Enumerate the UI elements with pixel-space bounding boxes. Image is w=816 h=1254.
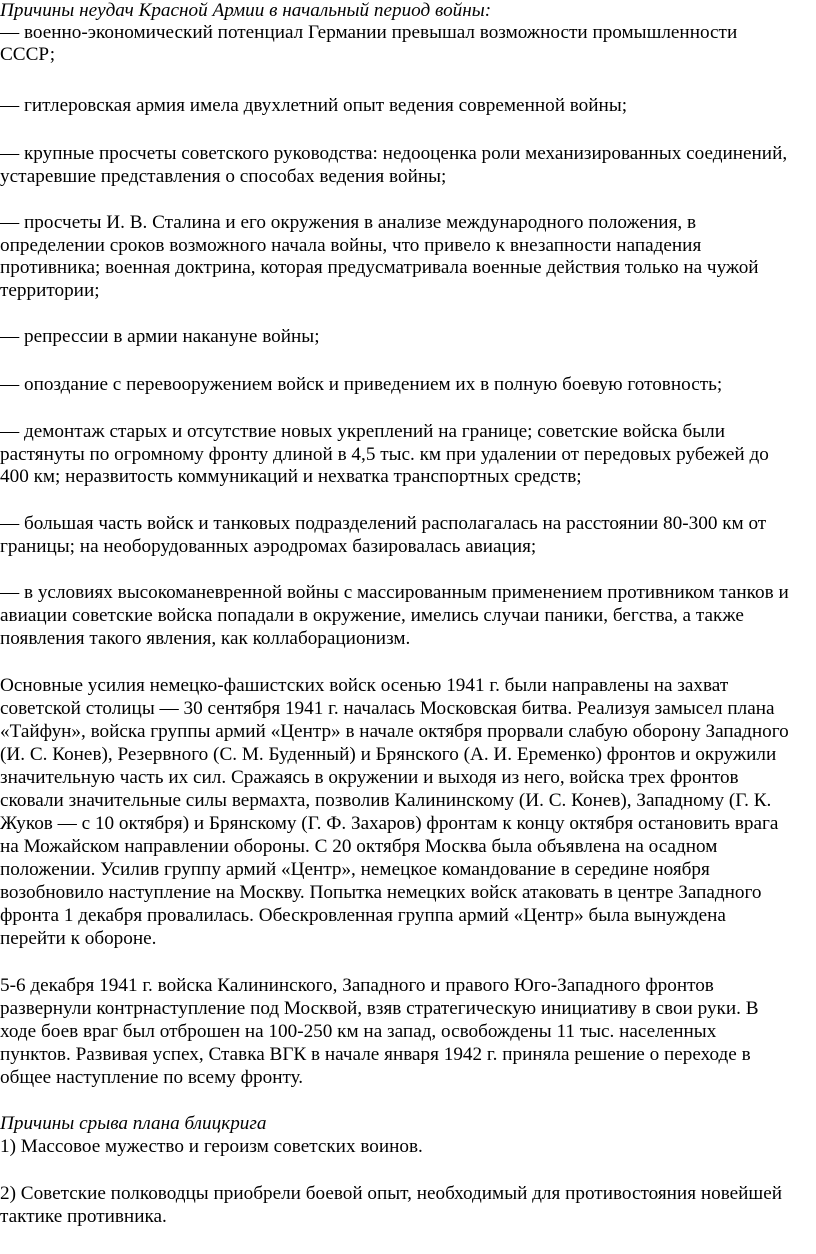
list-item-line: территории;	[0, 280, 100, 301]
list-item-line: — репрессии в армии накануне войны;	[0, 326, 320, 347]
section-heading-blitzkrieg: Причины срыва плана блицкрига	[0, 1113, 267, 1134]
paragraph-line: 5-6 декабря 1941 г. войска Калининского, Западного и правого Юго-Западного фронтов	[0, 975, 714, 996]
list-item-line: — крупные просчеты советского руководства: недооценка роли механизированных соединений,	[0, 143, 788, 164]
list-item-line: — гитлеровская армия имела двухлетний опыт ведения современной войны;	[0, 95, 628, 116]
paragraph-line: перейти к обороне.	[0, 928, 157, 949]
section-heading-failures: Причины неудач Красной Армии в начальный период войны:	[0, 0, 492, 21]
list-item-line: появления такого явления, как коллаборационизм.	[0, 628, 411, 649]
list-item-line: СССР;	[0, 44, 56, 65]
paragraph-line: пунктов. Развивая успех, Ставка ВГК в начале января 1942 г. приняла решение о переходе в	[0, 1044, 751, 1065]
paragraph-line: значительную часть их сил. Сражаясь в окружении и выходя из него, войска трех фронтов	[0, 767, 739, 788]
paragraph-line: на Можайском направлении обороны. С 20 октября Москва была объявлена на осадном	[0, 836, 718, 857]
paragraph-line: советской столицы — 30 сентября 1941 г. началась Московская битва. Реализуя замысел плана	[0, 698, 775, 719]
list-item-line: — демонтаж старых и отсутствие новых укреплений на границе; советские войска были	[0, 421, 725, 442]
list-item-line: растянуты по огромному фронту длиной в 4,5 тыс. км при удалении от передовых рубежей до	[0, 444, 769, 465]
paragraph-line: возобновило наступление на Москву. Попытка немецких войск атаковать в центре Западного	[0, 882, 762, 903]
list-item-line: — в условиях высокоманевренной войны с массированным применением противником танков и	[0, 582, 789, 603]
list-item-line: — просчеты И. В. Сталина и его окружения в анализе международного положения, в	[0, 212, 697, 233]
paragraph-line: Жуков — с 10 октября) и Брянскому (Г. Ф. Захаров) фронтам к концу октября остановить врага	[0, 813, 779, 834]
list-item-line: границы; на необорудованных аэродромах базировалась авиация;	[0, 536, 537, 557]
paragraph-line: общее наступление по всему фронту.	[0, 1067, 304, 1088]
paragraph-line: положении. Усилив группу армий «Центр», немецкое командование в середине ноября	[0, 859, 710, 880]
reason-item-line: тактике противника.	[0, 1206, 167, 1227]
list-item-line: авиации советские войска попадали в окружение, имелись случаи паники, бегства, а также	[0, 605, 744, 626]
paragraph-line: (И. С. Конев), Резервного (С. М. Буденный) и Брянского (А. И. Еременко) фронтов и окружили	[0, 744, 777, 765]
list-item-line: 400 км; неразвитость коммуникаций и нехватка транспортных средств;	[0, 466, 582, 487]
list-item-line: — большая часть войск и танковых подразделений располагалась на расстоянии 80-300 км от	[0, 513, 767, 534]
paragraph-line: развернули контрнаступление под Москвой, взяв стратегическую инициативу в свои руки. В	[0, 998, 759, 1019]
paragraph-line: ходе боев враг был отброшен на 100-250 км на запад, освобождены 11 тыс. населенных	[0, 1021, 717, 1042]
paragraph-line: фронта 1 декабря провалилась. Обескровленная группа армий «Центр» была вынуждена	[0, 905, 726, 926]
list-item-line: — опоздание с перевооружением войск и приведением их в полную боевую готовность;	[0, 374, 723, 395]
paragraph-line: сковали значительные силы вермахта, позволив Калининскому (И. С. Конев), Западному (Г. К.	[0, 790, 772, 811]
reason-item-line: 1) Массовое мужество и героизм советских воинов.	[0, 1136, 423, 1157]
list-item-line: — военно-экономический потенциал Германии превышал возможности промышленности	[0, 22, 738, 43]
list-item-line: устаревшие представления о способах ведения войны;	[0, 166, 447, 187]
paragraph-line: Основные усилия немецко-фашистских войск осенью 1941 г. были направлены на захват	[0, 675, 729, 696]
list-item-line: противника; военная доктрина, которая предусматривала военные действия только на чужой	[0, 257, 759, 278]
paragraph-line: «Тайфун», войска группы армий «Центр» в начале октября прорвали слабую оборону Западного	[0, 721, 789, 742]
list-item-line: определении сроков возможного начала войны, что привело к внезапности нападения	[0, 235, 702, 256]
reason-item-line: 2) Советские полководцы приобрели боевой опыт, необходимый для противостояния новейшей	[0, 1183, 782, 1204]
